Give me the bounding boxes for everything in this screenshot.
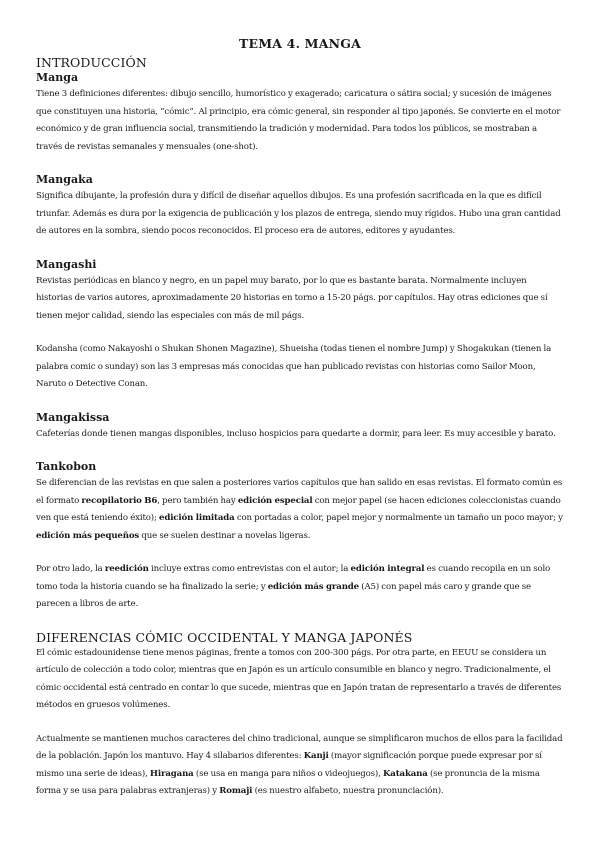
document-page [36,36,564,801]
paragraph-mangakissa: Cafeterías donde tienen mangas disponibles, incluso hospicios para quedarte a dormir, para leer. Es muy accesible y barato. [36,428,556,439]
subheading-mangaka: Mangaka [36,173,93,186]
paragraph-diferencias-2: Actualmente se mantienen muchos caracteres del chino tradicional, aunque se simplificaron muchos de ellos para la facilidad de la población. Japón los mantuvo. Hay 4 silabarios diferentes: Kanji (mayor significación porque puede expresar por sí mismo una serie de ideas), Hiragana (se usa en manga para niños o videojuegos), Katakana (se pronuncia de la misma forma y se usa para palabras extranjeras) y Romaji (es nuestro alfabeto, nuestra pronunciación). [36,733,563,796]
paragraph-tankobon-2: Por otro lado, la reedición incluye extras como entrevistas con el autor; la edición integral es cuando recopila en un solo tomo toda la historia cuando se ha finalizado la serie; y edición más grande (A5) con papel más caro y grande que se parecen a libros de arte. [36,564,551,609]
paragraph-tankobon-1: Se diferencian de las revistas en que salen a posteriores varios capítulos que han salido en esas revistas. El formato común es el formato recopilatorio B6, pero también hay edición especial con mejor papel (se hacen ediciones coleccionistas cuando ven que está teniendo éxito); edición limitada con portadas a color, papel mejor y normalmente un tamaño un poco mayor; y edición más pequeños que se suelen destinar a novelas ligeras. [36,478,563,541]
paragraph-manga: Tiene 3 definiciones diferentes: dibujo sencillo, humorístico y exagerado; caricatura o sátira social; y sucesión de imágenes que constituyen una historia, “cómic”. Al principio, era cómic general, sin responder al tipo japonés. Se convierte en el motor económico y de gran influencia social, transmitiendo la tradición y modernidad. Para todos los públicos, se mostraban a través de revistas semanales y mensuales (one-shot). [36,89,561,152]
paragraph-diferencias-1: El cómic estadounidense tiene menos páginas, frente a tomos con 200-300 págs. Por otra parte, en EEUU se considera un artículo de colección a todo color, mientras que en Japón es un artículo consumible en blanco y negro. Tradicionalmente, el cómic occidental está centrado en contar lo que sucede, mientras que en Japón tratan de representarlo a través de diferentes métodos en gruesos volúmenes. [36,647,562,710]
section-heading-diferencias: DIFERENCIAS CÓMIC OCCIDENTAL Y MANGA JAPONÉS [36,629,413,645]
document-title: TEMA 4. MANGA [238,36,362,51]
paragraph-mangaka: Significa dibujante, la profesión dura y difícil de diseñar aquellos dibujos. Es una profesión sacrificada en la que es difícil triunfar. Además es dura por la exigencia de publicación y los plazos de entrega, siendo muy rígidos. Hubo una gran cantidad de autores en la sombra, siendo pocos reconocidos. El proceso era de autores, editores y ayudantes. [36,191,561,236]
subheading-mangashi: Mangashi [36,257,97,271]
subheading-mangakissa: Mangakissa [36,410,110,424]
paragraph-mangashi-1: Revistas periódicas en blanco y negro, en un papel muy barato, por lo que es bastante barata. Normalmente incluyen historias de varios autores, aproximadamente 20 historias en torno a 15-20 págs. por capítulos. Hay otras ediciones que sí tienen mejor calidad, siendo las especiales con más de mil págs. [36,275,548,321]
section-heading-introduccion: INTRODUCCIÓN [36,55,147,70]
subheading-tankobon: Tankobon [36,460,97,473]
paragraph-mangashi-2: Kodansha (como Nakayoshi o Shukan Shonen Magazine), Shueisha (todas tienen el nombre Jump) y Shogakukan (tienen la palabra comic o sunday) son las 3 empresas más conocidas que han publicado revistas con historias como Sailor Moon, Naruto o Detective Conan. [36,344,552,389]
subheading-manga: Manga [36,71,79,84]
